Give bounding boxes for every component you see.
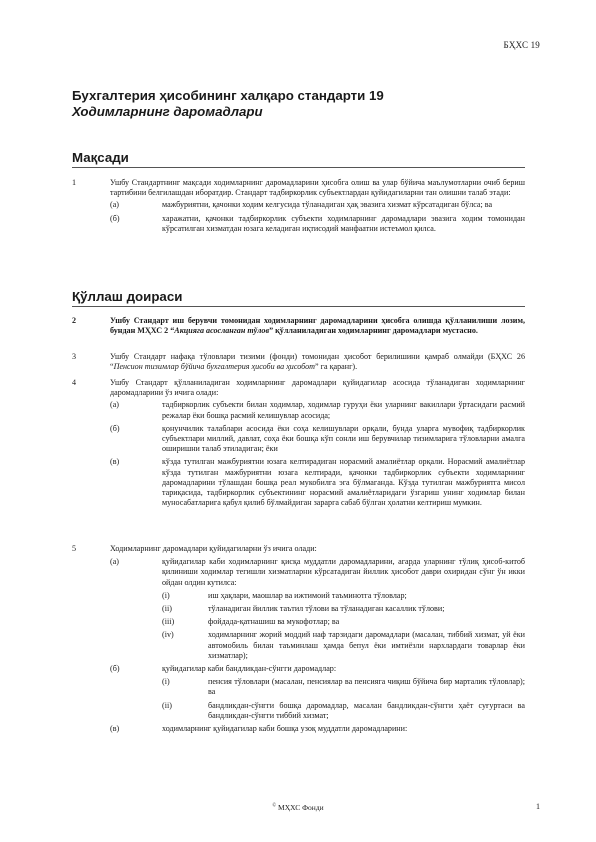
list-item [110,457,525,508]
page-number: 1 [536,802,540,811]
paragraph-number: 1 [72,178,77,187]
list-text: пенсия тўловлари (масалан, пенсиялар ва пенсияга чиқиш бўйича бир марталик тўловлар); ва [208,677,525,697]
footer-copyright-text: МҲХС Фонди [278,803,324,812]
list-label: (ii) [162,604,172,614]
list-item [110,424,525,455]
cited-standard-title: Акцияга асосланган тўлов [174,326,270,336]
paragraph-text [110,352,525,372]
paragraph-number: 2 [72,316,77,325]
title-subject: Ходимларнинг даромадлари [72,104,263,119]
list-label: (iv) [162,630,174,640]
sub-list-item [162,630,525,661]
list-item [110,664,525,674]
standard-code: БҲХС 19 [503,40,540,50]
sub-list-item [162,591,525,601]
list-text: ходимларнинг қуйидагилар каби бошқа узоқ муддатли даромадларини: [162,724,408,734]
list-item [110,214,525,234]
list-label: (б) [110,423,120,433]
list-text: ходимларнинг жорий моддий наф тарзидаги даромадлари (масалан, тиббий хизмат, уй ёки автомобиль билан таъминлаш ҳамда бепул ёки имтиёзли нархлардаги товарлар ёки хизматлар); [208,630,525,660]
list-label: (iii) [162,617,175,627]
paragraph-3 [72,352,525,372]
list-label: (а) [110,200,119,210]
sub-list-item [162,604,525,614]
paragraph-4 [72,378,525,508]
list-label: (в) [110,724,120,734]
list-label: (б) [110,664,120,674]
sub-list-item [162,617,525,627]
cited-standard-title: Пенсион тизимлар бўйича бухгалтерия ҳисоби ва ҳисобот [113,362,316,372]
list-text: бандликдан-сўнгги бошқа даромадлар, масалан бандликдан-сўнгги ҳаёт суғуртаси ва бандликдан-сўнгги тиббий хизмат; [208,700,525,720]
sub-list-item [162,677,525,697]
list-text: фойдада-қатнашиш ва мукофотлар; ва [208,617,340,627]
text-part: ” га қаранг). [315,362,358,372]
paragraph-number: 3 [72,352,77,361]
paragraph-text: Ходимларнинг даромадлари қуйидагиларни ўз ичига олади: [110,544,317,553]
paragraph-1 [72,178,525,234]
list-text: тадбиркорлик субъекти билан ходимлар, ходимлар гуруҳи ёки уларнинг вакиллари ўртасидаги расмий режалар ёки бошқа расмий келишувлар асосида; [162,400,525,420]
list-label: (i) [162,677,170,687]
paragraph-text [110,316,525,336]
paragraph-number: 5 [72,544,77,553]
text-part: Ушбу Стандарт нафақа тўловлари тизими (фонди) томонидан ҳисобот берилишини қамраб олмайди (БҲХС 26 “ [110,352,525,372]
section-heading-objective: Мақсади [72,150,525,168]
list-item [110,200,525,210]
list-item [110,557,525,588]
paragraph-text: Ушбу Стандарт қўлланиладиган ходимларнинг даромадлари қуйидагилар асосида тўланадиган ходимларнинг даромадларини ўз ичига олади: [110,378,525,398]
paragraph-2 [72,316,525,336]
list-item [110,400,525,420]
list-label: (ii) [162,700,172,710]
text-part: ” қўлланиладиган ходимларнинг даромадлари мустасно. [269,326,478,336]
paragraph-5 [72,544,525,734]
list-label: (а) [110,557,119,567]
list-text: қуйидагилар каби ходимларнинг қисқа муддатли даромадларини, агарда уларнинг тўлиқ ҳисоб-китоб қилиниши ходимлар тегишли хизматларни кўрсатадиган йиллик ҳисобот даври охиридан сўнг ўн икки ойдан олдин кутилса: [162,557,525,587]
copyright-icon: © [272,803,277,809]
paragraph-text: Ушбу Стандартнинг мақсади ходимларнинг даромадларини ҳисобга олиш ва улар бўйича маълумотларни очиб бериш тартибини белгилашдан иборатдир. Стандарт тадбиркорлик субъектлардан қуйидагиларни тан олишни талаб этади: [110,178,525,198]
page-title [72,88,522,120]
list-text: иш ҳақлари, маошлар ва ижтимоий таъминотга тўловлар; [208,590,407,600]
list-text: тўланадиган йиллик таътил тўлови ва тўланадиган касаллик тўлови; [208,604,445,614]
list-label: (а) [110,400,119,410]
list-text: қонунчилик талаблари асосида ёки соҳа келишувлари орқали, бунда уларга мувофиқ тадбиркорлик субъектлари миллий, давлат, соҳа ёки бошқа кўп сонли иш берувчилар тизимларига тўловларни амалга оширишни талаб этиладиган; ёки [162,423,525,454]
list-item [110,724,525,734]
sub-list-item [162,701,525,721]
list-text: қуйидагилар каби бандликдан-сўнгги даромадлар: [162,664,337,674]
list-label: (i) [162,590,170,600]
list-text: кўзда тутилган мажбуриятни юзага келтирадиган норасмий амалиётлар орқали. Норасмий амалиётлар кўзда тутилган мажбуриятни юзага келтиради, қачонки тадбиркорлик субъекти ходимларнинг даромадларини тўлашдан бошқа реал мукобилга эга бўлмаганда. Кўзда тутилган мажбуриятга мисол тариқасида, тадбиркорлик субъектининг норасмий амалиётларидаги ўзгариш унинг ходимлар билан муносабатларига қабул қилиб бўлмайдиган зарарга сабаб бўлган ҳолатни келтириш мумкин. [162,457,525,508]
list-label: (б) [110,213,120,223]
title-standard-name: Бухгалтерия ҳисобининг халқаро стандарти 19 [72,88,384,103]
list-text: мажбуриятни, қачонки ходим келгусида тўланадиган ҳақ эвазига хизмат кўрсатадиган бўлса; ва [162,200,493,210]
section-heading-scope: Қўллаш доираси [72,289,525,307]
list-text: харажатни, қачонки тадбиркорлик субъекти ходимларнинг даромадлари эвазига ходим томонидан кўрсатилган хизматдан юзага келадиган иқтисодий манфаатни истеъмол қилса. [162,213,525,233]
paragraph-number: 4 [72,378,77,387]
footer-copyright [0,803,596,812]
list-label: (в) [110,457,120,467]
text-part: Ушбу Стандарт иш берувчи томонидан ходимларнинг даромадларини ҳисобга олишда қўлланилиши лозим, бундан МҲХС 2 “ [110,316,525,336]
